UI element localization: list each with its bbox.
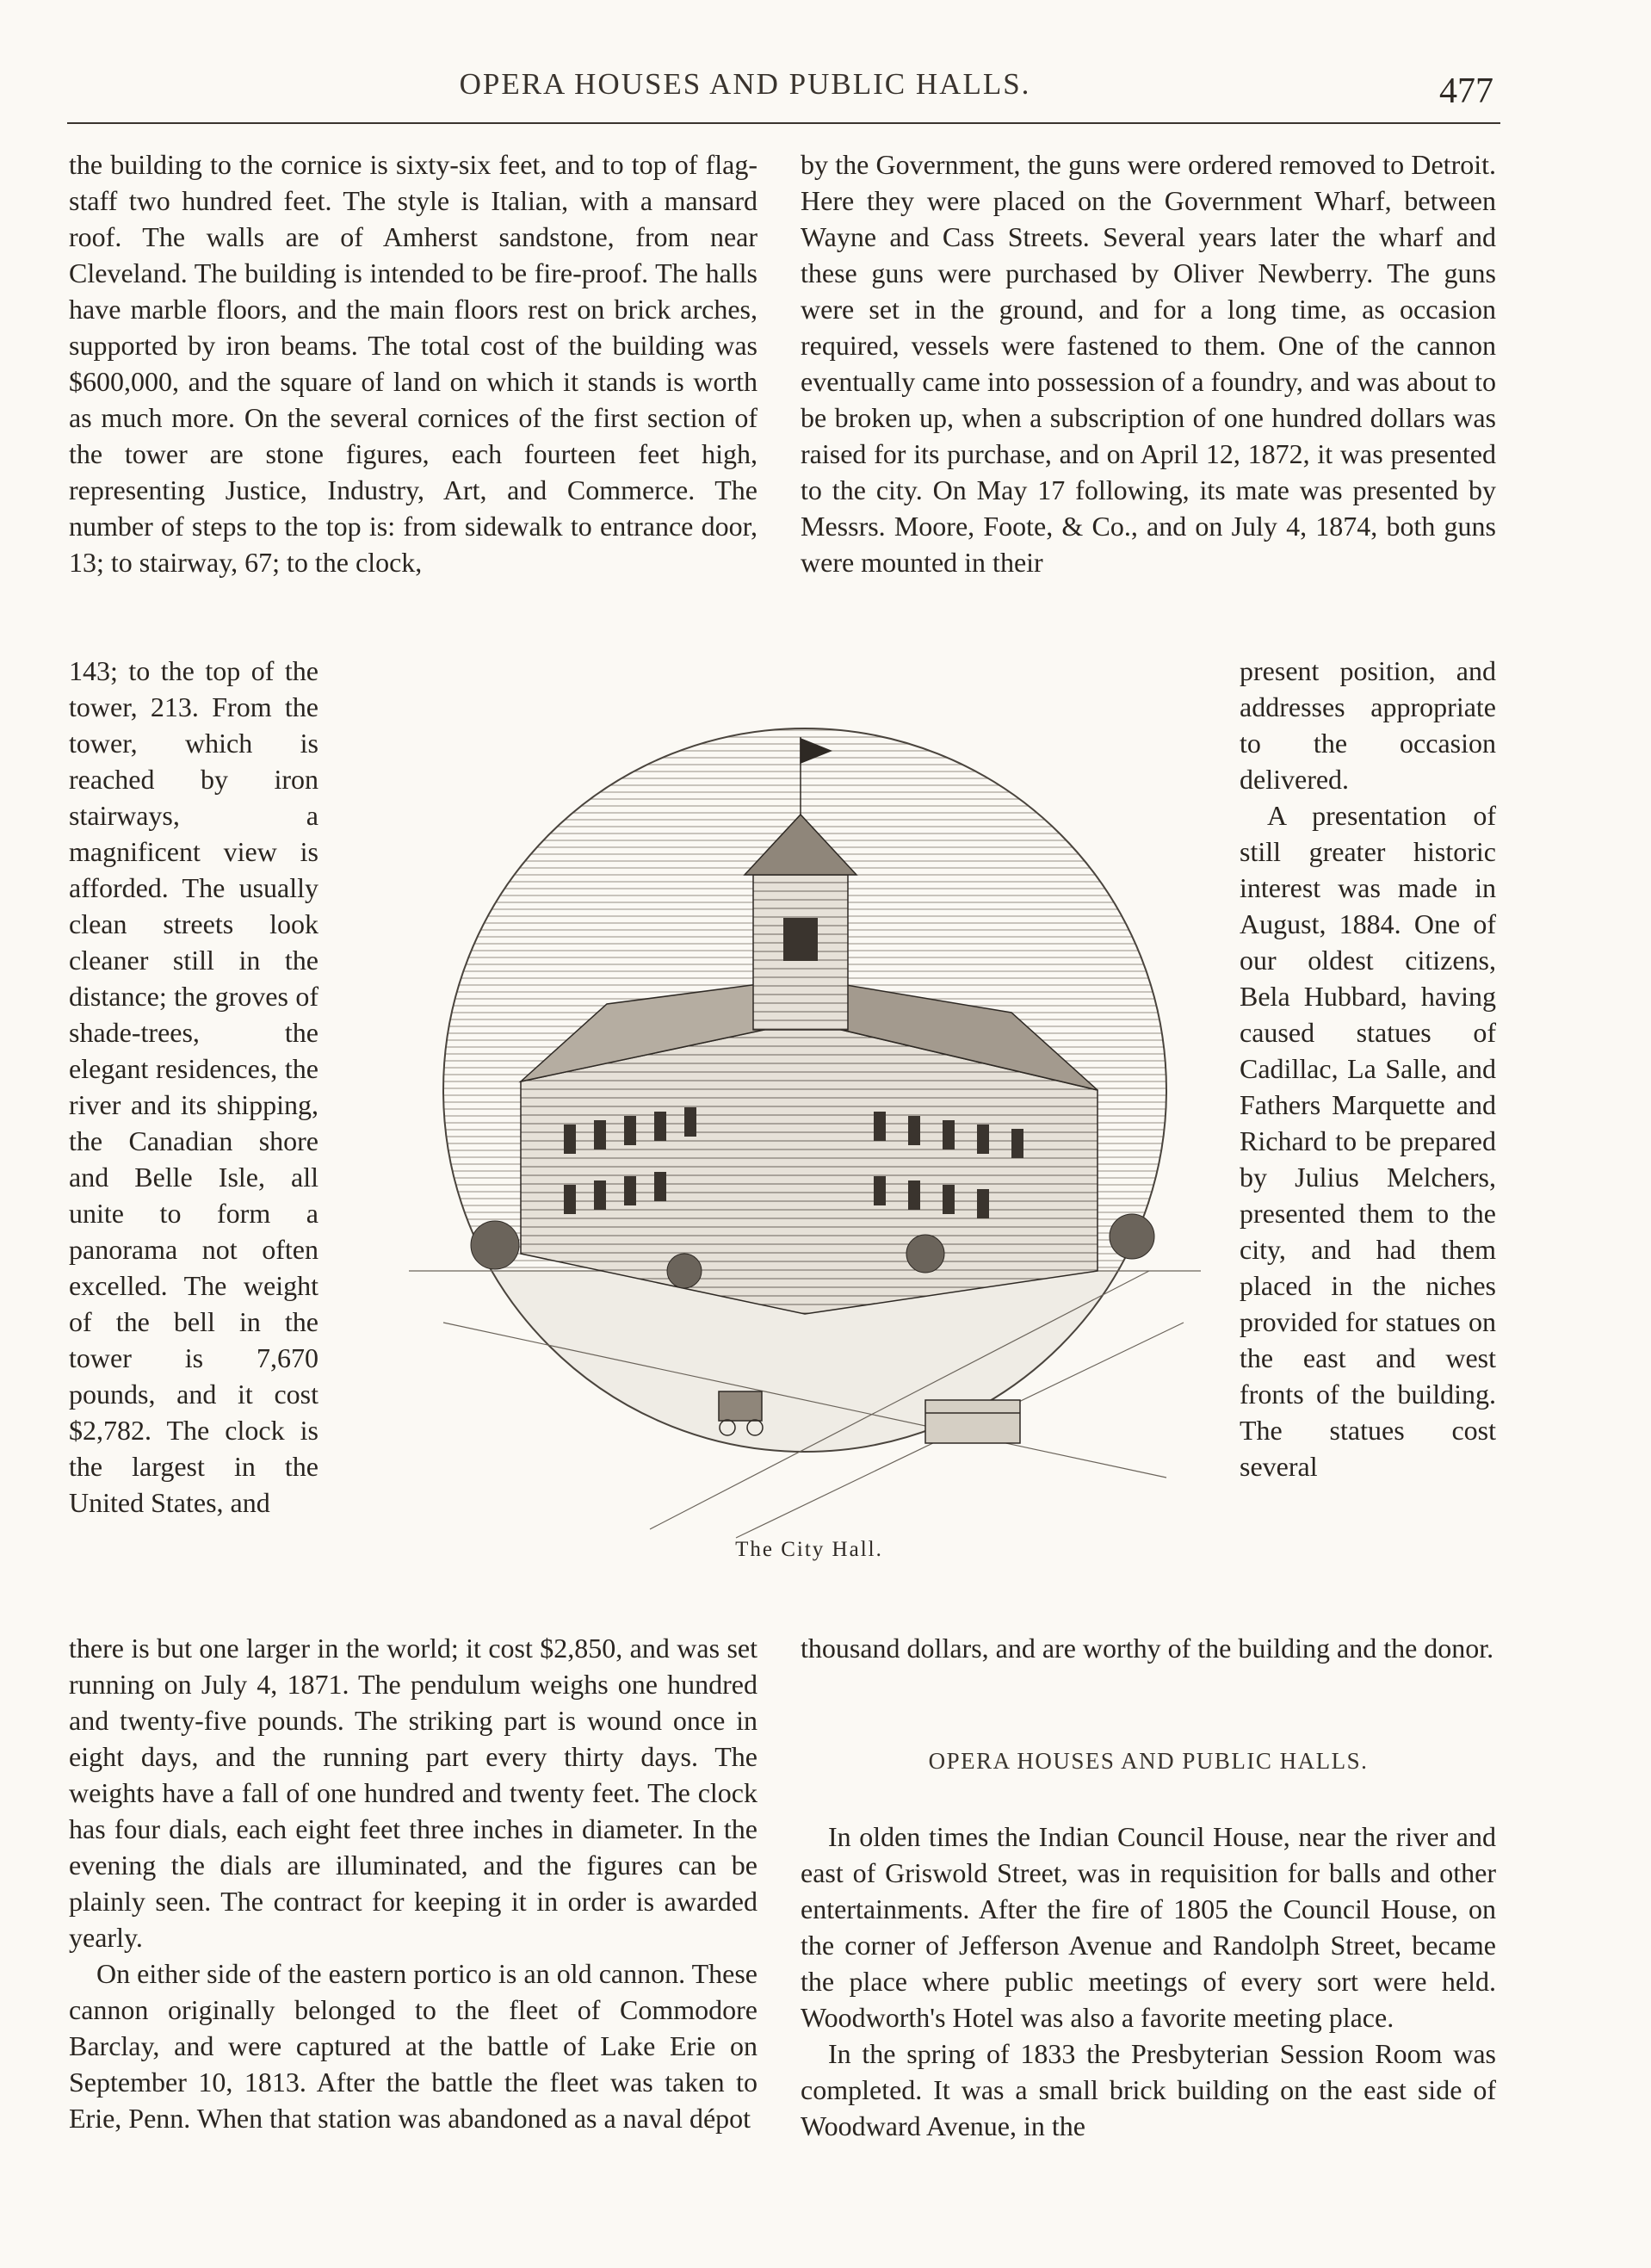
paragraph: On either side of the eastern portico is an old cannon. These cannon originally belonged to the fleet of Commodore Barclay, and were captured at the battle of Lake Erie on September 10, 1813. After the battle the fleet was taken to Erie, Penn. When that station was abandoned as a naval dépot xyxy=(69,1958,757,2134)
right-column-section xyxy=(801,1819,1496,2144)
paragraph: In olden times the Indian Council House, near the river and east of Griswold Street, was in requisition for balls and other entertainments. After the fire of 1805 the Council House, on the corner of Jefferson Avenue and Randolph Street, became the place where public meetings of every sort were held. Woodworth's Hotel was also a favorite meeting place. xyxy=(801,1821,1496,2033)
streetcar xyxy=(925,1400,1020,1443)
paragraph: thousand dollars, and are worthy of the building and the donor. xyxy=(801,1633,1494,1664)
paragraph: 143; to the top of the tower, 213. From the tower, which is reached by iron stairways, a magnificent view is afforded. The usually clean streets look cleaner still in the distance; the groves of shade-trees, the elegant residences, the river and its shipping, the Canadian shore and Belle Isle, all unite to form a panorama not often excelled. The weight of the bell in the tower is 7,670 pounds, and it cost $2,782. The clock is the largest in the United States, and xyxy=(69,655,318,1518)
paragraph: In the spring of 1833 the Presbyterian Session Room was completed. It was a small brick building on the east side of Woodward Avenue, in the xyxy=(801,2038,1496,2141)
city-hall-illustration xyxy=(392,720,1218,1546)
page-number: 477 xyxy=(1439,71,1493,111)
left-column-bottom xyxy=(69,1630,757,2136)
left-column-narrow xyxy=(69,653,318,1521)
paragraph: there is but one larger in the world; it cost $2,850, and was set running on July 4, 1871. The pendulum weighs one hundred and twenty-five pounds. The striking part is wound once in eight days, and the running part every thirty days. The weights have a fall of one hundred and twenty feet. The clock has four dials, each eight feet three inches in diameter. In the evening the dials are illuminated, and the figures can be plainly seen. The contract for keeping it in order is awarded yearly. xyxy=(69,1633,757,1953)
left-column-top xyxy=(69,146,757,580)
paragraph: present position, and addresses appropriate to the occasion delivered. xyxy=(1240,655,1496,795)
running-title: OPERA HOUSES AND PUBLIC HALLS. xyxy=(459,67,1031,101)
right-column-top xyxy=(801,146,1496,580)
section-heading: OPERA HOUSES AND PUBLIC HALLS. xyxy=(928,1748,1369,1774)
figure-caption: The City Hall. xyxy=(735,1538,883,1561)
page-header xyxy=(67,62,1500,124)
paragraph: the building to the cornice is sixty-six feet, and to top of flag-staff two hundred feet. The style is Italian, with a mansard roof. The walls are of Amherst sandstone, from near Cleveland. The building is intended to be fire-proof. The halls have marble floors, and the main floors rest on brick arches, supported by iron beams. The total cost of the building was $600,000, and the square of land on which it stands is worth as much more. On the several cornices of the first section of the tower are stone figures, each fourteen feet high, representing Justice, Industry, Art, and Commerce. The number of steps to the top is: from sidewalk to entrance door, 13; to stairway, 67; to the clock, xyxy=(69,149,757,578)
right-column-narrow xyxy=(1240,653,1496,1484)
paragraph: by the Government, the guns were ordered removed to Detroit. Here they were placed on the Government Wharf, between Wayne and Cass Streets. Several years later the wharf and these guns were purchased by Oliver Newberry. The guns were set in the ground, and for a long time, as occasion required, vessels were fastened to them. One of the cannon eventually came into possession of a foundry, and was about to be broken up, when a subscription of one hundred dollars was raised for its purchase, and on April 12, 1872, it was presented to the city. On May 17 following, its mate was presented by Messrs. Moore, Foote, & Co., and on July 4, 1874, both guns were mounted in their xyxy=(801,149,1496,578)
right-column-bottom xyxy=(801,1630,1496,1666)
paragraph: A presentation of still greater historic interest was made in August, 1884. One of our oldest citizens, Bela Hubbard, having caused statues of Cadillac, La Salle, and Fathers Marquette and Richard to be prepared by Julius Melchers, presented them to the city, and had them placed in the niches provided for statues on the east and west fronts of the building. The statues cost several xyxy=(1240,800,1496,1482)
